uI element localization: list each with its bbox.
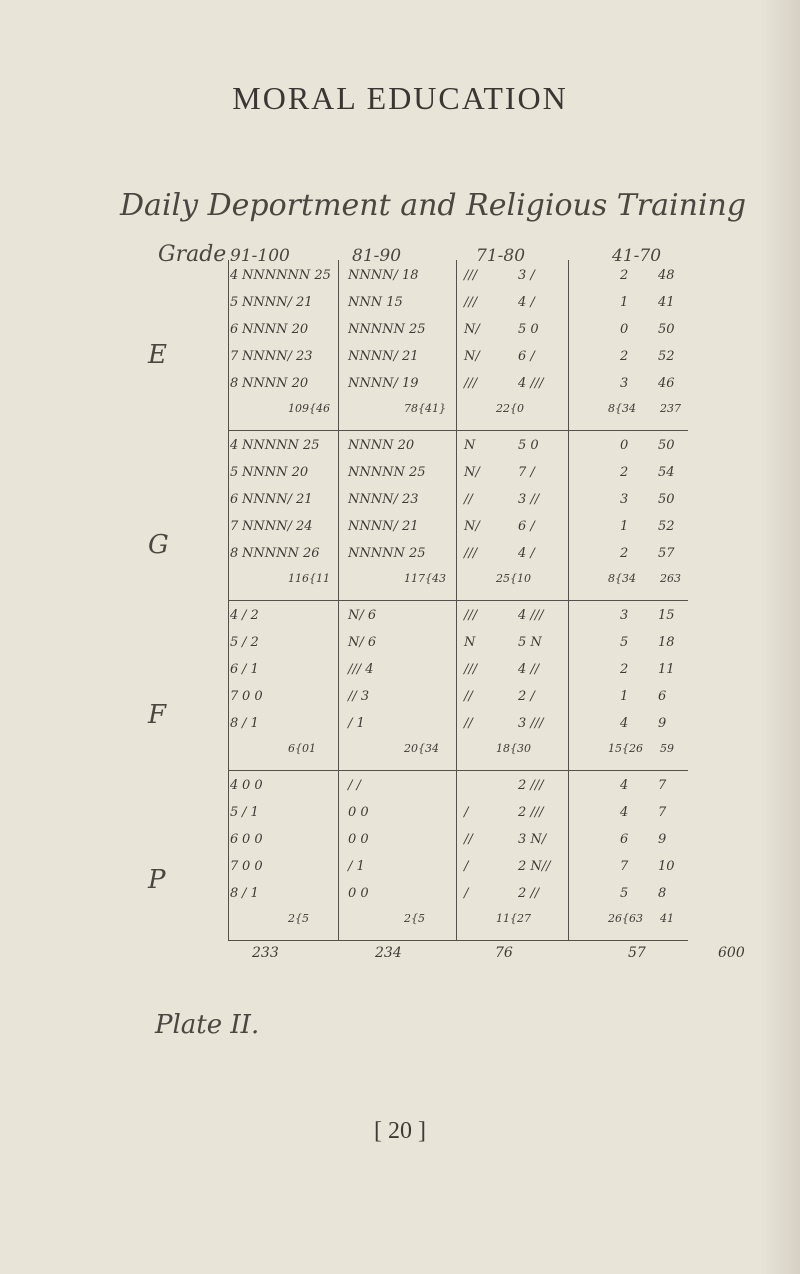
table-cell: 0 0	[242, 689, 263, 704]
table-cell: NNNN/ 19	[348, 376, 419, 391]
table-cell: 15	[658, 608, 675, 623]
section-subtotal: 116{11	[288, 572, 330, 585]
table-cell: 9	[658, 832, 667, 847]
table-cell: 6	[230, 662, 239, 677]
table-cell: /	[464, 859, 469, 874]
table-cell: / /	[348, 778, 361, 793]
table-cell: 5 0	[518, 438, 539, 453]
table-cell: 2 N//	[518, 859, 551, 874]
table-cell: 41	[658, 295, 675, 310]
table-cell: 46	[658, 376, 675, 391]
table-cell: 18	[658, 635, 675, 650]
section-subtotal: 78{41}	[404, 402, 446, 415]
table-cell: / 1	[348, 716, 365, 731]
section-subtotal: 117{43	[404, 572, 446, 585]
table-cell: 0 0	[242, 859, 263, 874]
table-cell: 5	[230, 295, 239, 310]
table-cell: ///	[464, 546, 478, 561]
table-cell: 0 0	[348, 886, 369, 901]
table-cell: NNNNN 25	[242, 438, 320, 453]
table-cell: / 1	[242, 662, 259, 677]
table-cell: NNNN/ 21	[348, 519, 419, 534]
table-cell: 3 /	[518, 268, 535, 283]
table-cell: NNNN 20	[242, 465, 309, 480]
table-cell: NNNN 20	[242, 322, 309, 337]
table-cell: 1	[620, 295, 629, 310]
table-cell: / 1	[348, 859, 365, 874]
section-subtotal: 20{34	[404, 742, 439, 755]
table-cell: 6 /	[518, 519, 535, 534]
table-cell: N/	[464, 322, 480, 337]
section-subtotal: 6{01	[288, 742, 316, 755]
section-subtotal: 11{27	[496, 912, 531, 925]
table-cell: 7	[658, 778, 667, 793]
table-cell: 4 ///	[518, 608, 544, 623]
table-cell: /	[464, 886, 469, 901]
range-4: 41-70	[612, 246, 662, 266]
grade-letter-e: E	[148, 340, 167, 370]
table-cell: //	[464, 492, 473, 507]
grade-letter-p: P	[148, 865, 166, 895]
section-rule	[228, 600, 688, 601]
table-cell: 7	[230, 349, 239, 364]
table-cell: ///	[464, 268, 478, 283]
page-number: [ 20 ]	[374, 1118, 426, 1144]
section-subtotal: 263	[660, 572, 681, 585]
table-cell: 7	[620, 859, 629, 874]
plate-label: Plate II.	[155, 1010, 260, 1040]
section-subtotal: 109{46	[288, 402, 330, 415]
section-subtotal: 59	[660, 742, 674, 755]
table-cell: N	[464, 635, 476, 650]
table-cell: NNNN/ 23	[348, 492, 419, 507]
range-2: 81-90	[352, 246, 402, 266]
table-cell: 5	[230, 805, 239, 820]
table-cell: /	[464, 805, 469, 820]
table-cell: 0	[620, 438, 629, 453]
section-rule	[228, 430, 688, 431]
table-cell: NNN 15	[348, 295, 403, 310]
table-cell: 11	[658, 662, 675, 677]
table-cell: // 3	[348, 689, 370, 704]
table-cell: 10	[658, 859, 675, 874]
page-heading: Daily Deportment and Religious Training	[120, 188, 747, 223]
table-cell: //	[464, 689, 473, 704]
table-cell: 3 //	[518, 492, 540, 507]
table-cell: NNNN/ 21	[242, 295, 313, 310]
section-subtotal: 41	[660, 912, 674, 925]
table-cell: 2	[620, 546, 629, 561]
table-cell: 3	[620, 608, 629, 623]
table-cell: 0 0	[348, 832, 369, 847]
table-cell: 0 0	[242, 832, 263, 847]
table-cell: //	[464, 716, 473, 731]
table-cell: NNNN 20	[242, 376, 309, 391]
table-cell: 0 0	[242, 778, 263, 793]
table-cell: 9	[658, 716, 667, 731]
range-1: 91-100	[230, 246, 290, 266]
table-cell: 2 /	[518, 689, 535, 704]
table-cell: N/	[464, 349, 480, 364]
section-subtotal: 2{5	[404, 912, 425, 925]
table-cell: N/	[464, 519, 480, 534]
table-cell: 6	[620, 832, 629, 847]
table-cell: N/ 6	[348, 608, 377, 623]
table-cell: 4	[620, 805, 629, 820]
grade-table	[228, 260, 688, 940]
table-cell: / 2	[242, 608, 259, 623]
table-cell: 4	[230, 608, 239, 623]
table-cell: 4	[620, 778, 629, 793]
table-cell: 3	[620, 376, 629, 391]
section-subtotal: 18{30	[496, 742, 531, 755]
range-3: 71-80	[476, 246, 526, 266]
table-cell: NNNN/ 24	[242, 519, 313, 534]
table-cell: 8	[230, 376, 239, 391]
table-cell: 4 //	[518, 662, 540, 677]
section-rule	[228, 940, 688, 941]
table-cell: 4 /	[518, 295, 535, 310]
table-cell: 52	[658, 519, 675, 534]
table-cell: 3 N/	[518, 832, 547, 847]
table-cell: 7	[230, 689, 239, 704]
table-cell: ///	[464, 608, 478, 623]
table-cell: 54	[658, 465, 675, 480]
table-cell: 0 0	[348, 805, 369, 820]
table-cell: 4	[230, 778, 239, 793]
table-cell: 50	[658, 492, 675, 507]
table-cell: 5	[620, 886, 629, 901]
column-total-1: 233	[252, 945, 279, 961]
table-cell: 6 /	[518, 349, 535, 364]
table-cell: 2 ///	[518, 805, 544, 820]
column-total-4: 57	[628, 945, 646, 961]
table-cell: 50	[658, 322, 675, 337]
table-cell: NNNN/ 23	[242, 349, 313, 364]
table-cell: 3 ///	[518, 716, 544, 731]
table-cell: 2	[620, 662, 629, 677]
table-cell: 7 /	[518, 465, 535, 480]
table-cell: 5 0	[518, 322, 539, 337]
table-cell: 7	[658, 805, 667, 820]
table-cell: / 1	[242, 805, 259, 820]
table-cell: NNNNN 26	[242, 546, 320, 561]
table-cell: N/	[464, 465, 480, 480]
table-cell: NNNNN 25	[348, 546, 426, 561]
table-cell: //	[464, 832, 473, 847]
table-cell: 5	[230, 465, 239, 480]
table-cell: 52	[658, 349, 675, 364]
table-cell: NNNNNN 25	[242, 268, 331, 283]
table-cell: 2	[620, 349, 629, 364]
section-subtotal: 25{10	[496, 572, 531, 585]
section-subtotal: 237	[660, 402, 681, 415]
table-cell: 8	[230, 886, 239, 901]
table-cell: 57	[658, 546, 675, 561]
table-cell: 2 ///	[518, 778, 544, 793]
table-cell: 4 /	[518, 546, 535, 561]
table-cell: 0	[620, 322, 629, 337]
table-cell: 1	[620, 519, 629, 534]
page-title: MORAL EDUCATION	[232, 80, 568, 116]
grade-letter-g: G	[148, 530, 169, 560]
table-cell: NNNN 20	[348, 438, 415, 453]
section-subtotal: 2{5	[288, 912, 309, 925]
table-cell: 6	[230, 322, 239, 337]
table-cell: NNNNN 25	[348, 465, 426, 480]
section-subtotal: 22{0	[496, 402, 524, 415]
section-subtotal: 8{34	[608, 402, 636, 415]
table-cell: ///	[464, 662, 478, 677]
table-cell: 2 //	[518, 886, 540, 901]
page-shadow	[760, 0, 800, 1274]
section-rule	[228, 770, 688, 771]
section-subtotal: 8{34	[608, 572, 636, 585]
table-cell: 8	[230, 716, 239, 731]
table-cell: /// 4	[348, 662, 374, 677]
table-cell: / 2	[242, 635, 259, 650]
table-cell: 8	[230, 546, 239, 561]
table-cell: 6	[230, 832, 239, 847]
table-cell: NNNN/ 18	[348, 268, 419, 283]
table-cell: 4	[230, 438, 239, 453]
table-cell: N	[464, 438, 476, 453]
table-cell: ///	[464, 295, 478, 310]
table-cell: 6	[658, 689, 667, 704]
table-cell: NNNN/ 21	[242, 492, 313, 507]
table-cell: 8	[658, 886, 667, 901]
table-cell: NNNN/ 21	[348, 349, 419, 364]
grade-label: Grade	[158, 242, 227, 267]
table-cell: ///	[464, 376, 478, 391]
table-cell: 5	[230, 635, 239, 650]
table-cell: / 1	[242, 716, 259, 731]
table-cell: 4	[230, 268, 239, 283]
table-cell: 6	[230, 492, 239, 507]
table-cell: / 1	[242, 886, 259, 901]
grand-total: 600	[718, 945, 745, 961]
column-total-2: 234	[375, 945, 402, 961]
table-cell: 2	[620, 465, 629, 480]
grade-letter-f: F	[148, 700, 167, 730]
table-cell: 5	[620, 635, 629, 650]
table-cell: 4 ///	[518, 376, 544, 391]
table-cell: 5 N	[518, 635, 542, 650]
table-cell: NNNNN 25	[348, 322, 426, 337]
table-cell: 4	[620, 716, 629, 731]
table-cell: 1	[620, 689, 629, 704]
table-cell: N/ 6	[348, 635, 377, 650]
column-total-3: 76	[495, 945, 513, 961]
table-cell: 2	[620, 268, 629, 283]
table-cell: 7	[230, 859, 239, 874]
section-subtotal: 15{26	[608, 742, 643, 755]
section-subtotal: 26{63	[608, 912, 643, 925]
table-cell: 3	[620, 492, 629, 507]
table-cell: 48	[658, 268, 675, 283]
table-cell: 50	[658, 438, 675, 453]
table-cell: 7	[230, 519, 239, 534]
